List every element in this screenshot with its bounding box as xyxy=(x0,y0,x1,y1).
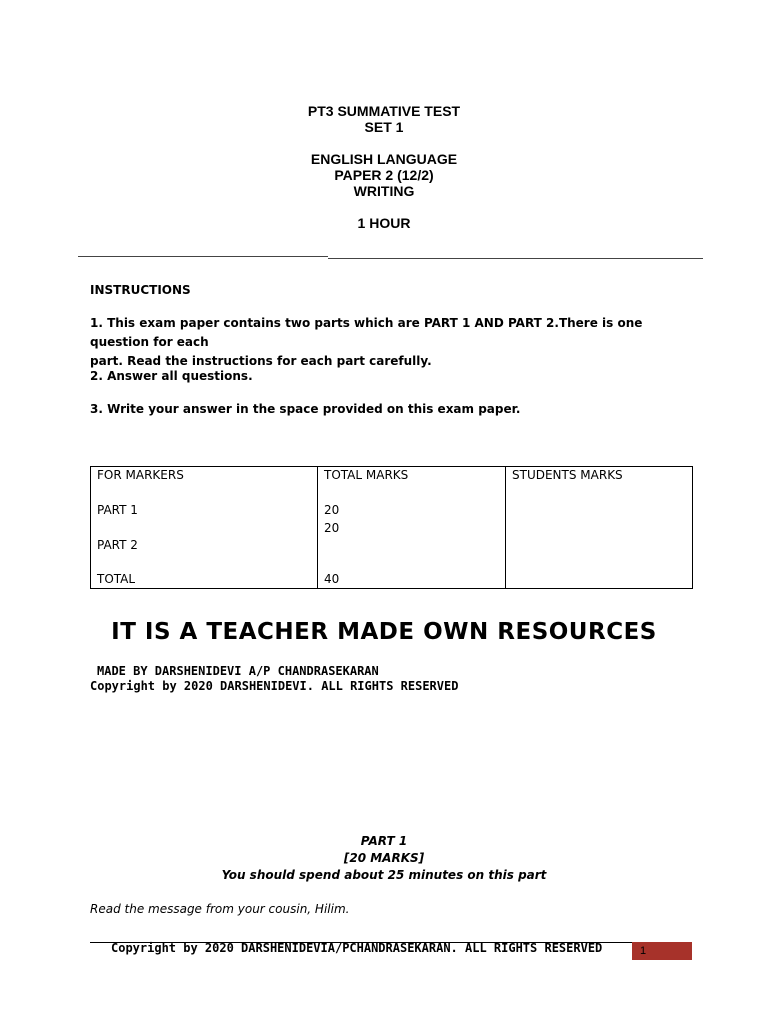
markers-part1: PART 1 xyxy=(97,503,138,517)
page-number: 1 xyxy=(640,945,647,957)
total-marks-header: TOTAL MARKS xyxy=(324,468,409,482)
markers-header: FOR MARKERS xyxy=(97,468,184,482)
exam-paper: PAPER 2 (12/2) xyxy=(334,167,434,183)
markers-total: TOTAL xyxy=(97,572,136,586)
header-divider-right xyxy=(328,258,703,259)
footer-copyright: Copyright by 2020 DARSHENIDEVIA/PCHANDRASEKARAN. ALL RIGHTS RESERVED xyxy=(111,941,603,955)
students-marks-column xyxy=(506,467,693,589)
students-marks-header: STUDENTS MARKS xyxy=(512,468,623,482)
exam-title: PT3 SUMMATIVE TEST xyxy=(307,103,461,119)
exam-subject: ENGLISH LANGUAGE xyxy=(310,151,458,167)
part1-time: You should spend about 25 minutes on this part xyxy=(221,868,547,882)
header-divider-left xyxy=(78,256,328,257)
markers-column xyxy=(91,467,318,589)
total-marks-part1: 20 xyxy=(324,503,340,517)
made-by-credit: MADE BY DARSHENIDEVI A/P CHANDRASEKARAN xyxy=(97,664,379,678)
exam-component: WRITING xyxy=(353,183,415,199)
part1-prompt: Read the message from your cousin, Hilim. xyxy=(90,902,350,916)
instruction-1-line-1: 1. This exam paper contains two parts which are PART 1 AND PART 2.There is one question for each xyxy=(90,316,643,349)
marks-table xyxy=(90,466,693,589)
markers-part2: PART 2 xyxy=(97,538,138,552)
instruction-1 xyxy=(90,314,680,371)
total-marks-part2: 20 xyxy=(324,521,340,535)
resource-banner: IT IS A TEACHER MADE OWN RESOURCES xyxy=(111,619,657,645)
instruction-3: 3. Write your answer in the space provided on this exam paper. xyxy=(90,402,521,416)
copyright-credit: Copyright by 2020 DARSHENIDEVI. ALL RIGHTS RESERVED xyxy=(90,679,459,693)
instructions-heading: INSTRUCTIONS xyxy=(90,283,191,297)
total-marks-total: 40 xyxy=(324,572,340,586)
instruction-2: 2. Answer all questions. xyxy=(90,369,253,383)
exam-set: SET 1 xyxy=(364,119,404,135)
instruction-1-line-2: part. Read the instructions for each part carefully. xyxy=(90,354,432,368)
exam-duration: 1 HOUR xyxy=(357,215,411,231)
total-marks-column xyxy=(318,467,506,589)
part1-marks: [20 MARKS] xyxy=(343,851,425,865)
page-number-box xyxy=(632,942,692,960)
part1-title: PART 1 xyxy=(360,834,408,848)
